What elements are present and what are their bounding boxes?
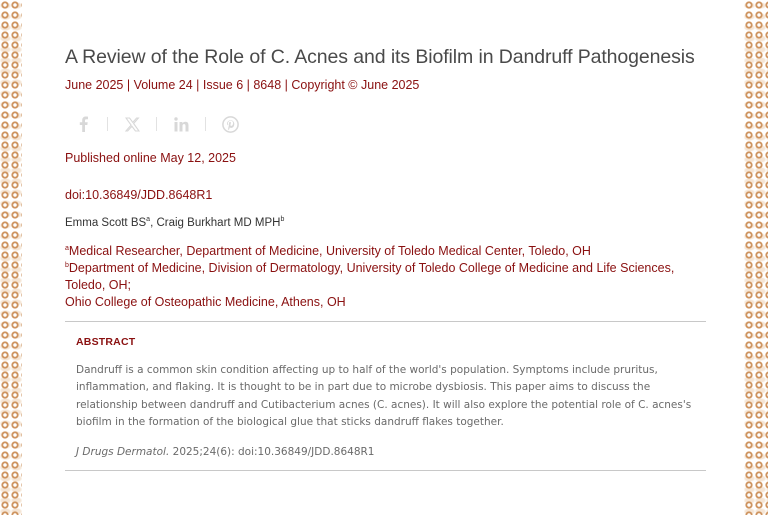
decorative-border-left [0,0,22,515]
divider [65,470,706,471]
decorative-border-right [744,0,768,515]
citation [76,446,375,458]
linkedin-icon[interactable] [171,114,191,134]
affiliation-item [65,243,695,260]
article-title: A Review of the Role of C. Acnes and its Biofilm in Dandruff Pathogenesis [65,46,695,68]
author-name: Emma Scott BS [65,217,147,229]
abstract-heading: ABSTRACT [76,336,136,348]
divider [65,321,706,322]
author-name: Craig Burkhart MD MPH [156,217,281,229]
share-divider [156,117,157,131]
affiliation-text: Department of Medicine, Division of Dermatology, University of Toledo College of Medicine and Life Sciences, Toledo, OH; [65,261,675,292]
affiliation-list [65,243,695,311]
doi-link[interactable]: doi:10.36849/JDD.8648R1 [65,188,213,202]
affiliation-text: Ohio College of Osteopathic Medicine, Athens, OH [65,295,346,309]
author-separator: , [150,217,157,229]
author-superscript: b [280,216,285,224]
facebook-icon[interactable] [73,114,93,134]
citation-journal: J Drugs Dermatol. [76,446,170,458]
author-superscript: a [146,216,151,224]
affiliation-superscript: b [65,261,69,269]
published-date: Published online May 12, 2025 [65,151,236,165]
share-divider [107,117,108,131]
x-icon[interactable] [122,114,142,134]
affiliation-item [65,260,695,294]
share-divider [205,117,206,131]
pinterest-icon[interactable] [220,114,240,134]
share-bar [73,114,240,134]
author-list [65,217,284,229]
affiliation-item [65,294,695,311]
affiliation-superscript: a [65,244,69,252]
issue-meta: June 2025 | Volume 24 | Issue 6 | 8648 | Copyright © June 2025 [65,78,420,92]
affiliation-text: Medical Researcher, Department of Medicine, University of Toledo Medical Center, Toledo, OH [68,244,591,258]
citation-details: 2025;24(6): doi:10.36849/JDD.8648R1 [169,446,375,458]
abstract-text: Dandruff is a common skin condition affecting up to half of the world's population. Symptoms include pruritus, inflammation, and flaking. It is thought to be in part due to microbe dysbiosis. This paper aims to discuss the relationship between dandruff and Cutibacterium acnes (C. acnes). It will also explore the potential role of C. acnes's biofilm in the formation of the biological glue that sticks dandruff flakes together. [76,364,692,428]
